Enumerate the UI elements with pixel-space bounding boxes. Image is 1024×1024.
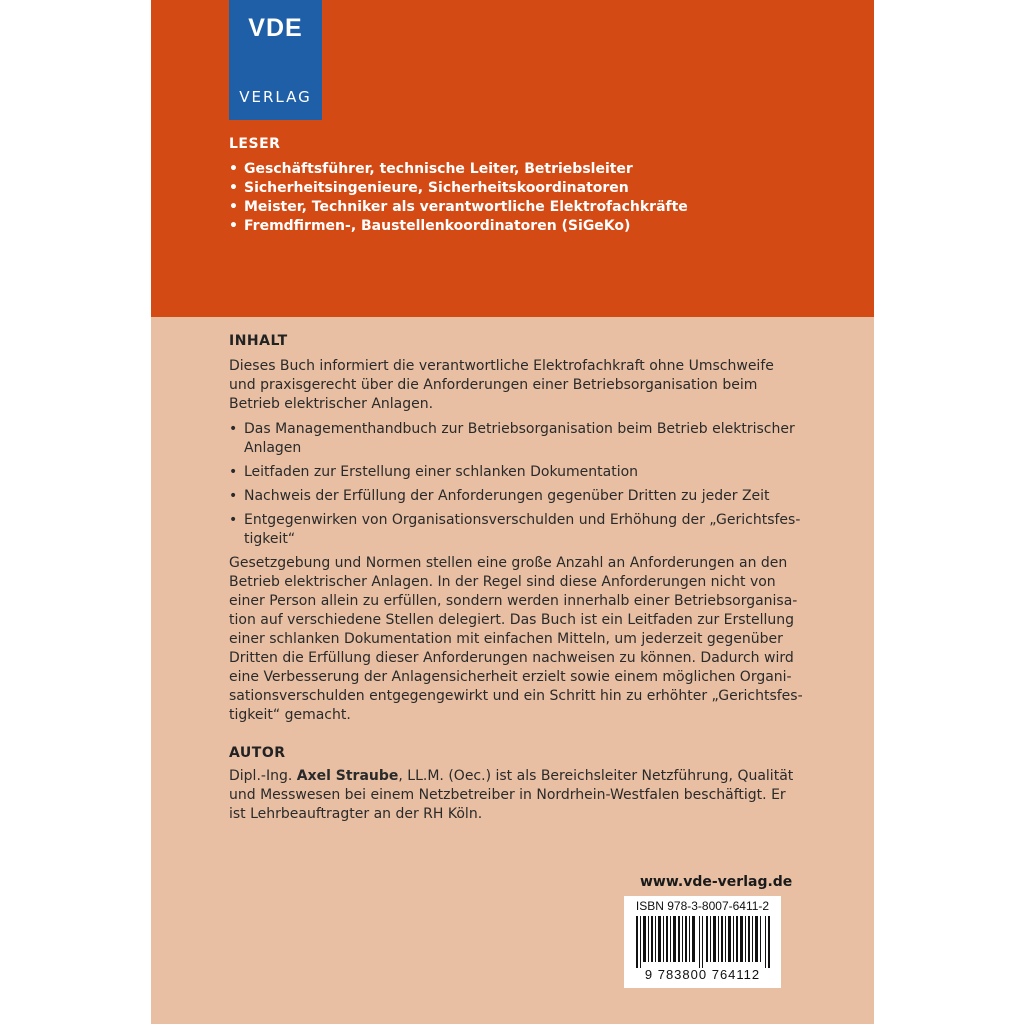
inhalt-intro: Dieses Buch informiert die verantwortliche Elektrofachkraft ohne Umschweife und praxisgerecht über die Anforderungen einer Betriebsorganisation beim Betrieb elektrischer Anlagen. [229,358,774,412]
autor-suffix: , LL.M. (Oec.) ist als Bereichsleiter Netzführung, Qualität und Messwesen bei einem Netzbetreiber in Nordrhein-Westfalen beschäftigt. Er ist Lehrbeauftragter an der RH Köln. [229,768,794,822]
inhalt-item: • Nachweis der Erfüllung der Anforderungen gegenüber Dritten zu jeder Zeit [229,487,804,506]
leser-item: • Sicherheitsingenieure, Sicherheitskoordinatoren [229,179,849,198]
inhalt-item: • Leitfaden zur Erstellung einer schlanken Dokumentation [229,463,804,482]
inhalt-body: Gesetzgebung und Normen stellen eine große Anzahl an Anforderungen an den Betrieb elektrischer Anlagen. In der Regel sind diese Anforderungen nicht von einer Person allein zu erfüllen, sondern werden innerhalb einer Betriebsorganisa-tion auf verschiedene Stellen delegiert. Das Buch ist ein Leitfaden zur Erstellung einer schlanken Dokumentation mit einfachen Mitteln, um jederzeit gegenüber Dritten die Erfüllung dieser Anforderungen nachweisen zu können. Dadurch wird eine Verbesserung der Anlagensicherheit erzielt sowie einem möglichen Organi-sationsverschulden entgegengewirkt und ein Schritt hin zu erhöhter „Gerichtsfes-tigkeit“ gemacht. [229,555,803,723]
leser-item: • Geschäftsführer, technische Leiter, Betriebsleiter [229,160,849,179]
inhalt-item: • Entgegenwirken von Organisationsverschulden und Erhöhung der „Gerichtsfes-tigkeit“ [229,511,804,549]
logo-top-text: VDE [248,14,303,42]
leser-item: • Meister, Techniker als verantwortliche Elektrofachkräfte [229,198,849,217]
leser-list [229,160,849,236]
barcode-box [624,896,781,988]
leser-section [229,136,849,236]
leser-heading: LESER [229,136,281,152]
autor-heading: AUTOR [229,745,286,761]
autor-section [229,745,804,824]
autor-text [229,767,804,824]
inhalt-list [229,420,804,549]
main-content [229,333,804,830]
top-band [151,0,874,317]
autor-name: Axel Straube [296,768,399,784]
inhalt-item: • Das Managementhandbuch zur Betriebsorganisation beim Betrieb elektrischer Anlagen [229,420,804,458]
logo-bottom-text: VERLAG [239,88,312,106]
isbn-text: ISBN 978-3-8007-6411-2 [635,899,770,913]
barcode-icon [636,916,771,968]
autor-prefix: Dipl.-Ing. [229,768,297,784]
vde-logo [229,0,322,120]
leser-item: • Fremdfirmen-, Baustellenkoordinatoren (SiGeKo) [229,217,849,236]
inhalt-heading: INHALT [229,333,288,349]
barcode-number: 9 783800 764112 [644,967,761,982]
publisher-url[interactable]: www.vde-verlag.de [640,874,793,890]
book-back-cover [151,0,874,1024]
